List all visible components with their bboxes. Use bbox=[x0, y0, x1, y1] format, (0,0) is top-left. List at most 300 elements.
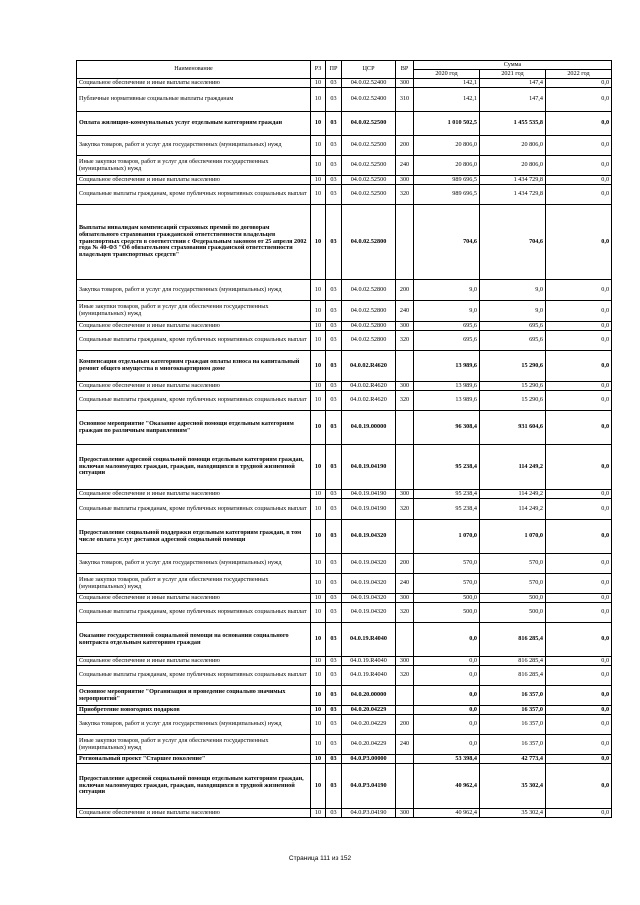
row-vr: 320 bbox=[396, 666, 414, 686]
table-row bbox=[77, 331, 612, 351]
row-csr: 04.0.19.04320 bbox=[342, 594, 396, 603]
row-sum-2021: 20 806,0 bbox=[480, 136, 546, 156]
row-sum-2021: 1 434 729,8 bbox=[480, 185, 546, 205]
row-name: Компенсация отдельным категориям граждан оплаты взноса на капитальный ремонт общего имущества в многоквартирном доме bbox=[77, 351, 311, 382]
row-sum-2022: 0,0 bbox=[546, 136, 612, 156]
row-pr: 03 bbox=[326, 686, 342, 706]
table-row bbox=[77, 301, 612, 322]
row-csr: 04.0.19.04320 bbox=[342, 520, 396, 554]
row-csr: 04.0.02.52500 bbox=[342, 185, 396, 205]
row-rz: 10 bbox=[311, 735, 326, 755]
row-sum-2022: 0,0 bbox=[546, 623, 612, 657]
header-sum: Сумма bbox=[414, 61, 612, 70]
row-vr: 240 bbox=[396, 735, 414, 755]
row-vr: 240 bbox=[396, 574, 414, 594]
row-vr bbox=[396, 755, 414, 764]
row-rz: 10 bbox=[311, 574, 326, 594]
row-sum-2022: 0,0 bbox=[546, 176, 612, 185]
row-pr: 03 bbox=[326, 79, 342, 88]
row-sum-2020: 695,6 bbox=[414, 331, 480, 351]
row-pr: 03 bbox=[326, 176, 342, 185]
row-rz: 10 bbox=[311, 351, 326, 382]
row-rz: 10 bbox=[311, 331, 326, 351]
row-pr: 03 bbox=[326, 322, 342, 331]
row-sum-2022: 0,0 bbox=[546, 603, 612, 623]
row-pr: 03 bbox=[326, 112, 342, 136]
row-sum-2021: 147,4 bbox=[480, 88, 546, 112]
row-sum-2022: 0,0 bbox=[546, 411, 612, 445]
table-row bbox=[77, 176, 612, 185]
row-sum-2022: 0,0 bbox=[546, 79, 612, 88]
table-row bbox=[77, 88, 612, 112]
row-sum-2021: 704,6 bbox=[480, 205, 546, 280]
row-pr: 03 bbox=[326, 490, 342, 499]
row-name: Выплаты инвалидам компенсаций страховых премий по договорам обязательного страхования гражданской ответственности владельцев транспортных средств в соответствии с Федеральным законом от 25 апреля 2002 года № 40-ФЗ "Об обязательном страховании гражданской ответственности владельцев транспортных средств" bbox=[77, 205, 311, 280]
row-sum-2020: 53 398,4 bbox=[414, 755, 480, 764]
row-sum-2021: 15 290,6 bbox=[480, 382, 546, 391]
header-year-2020: 2020 год bbox=[414, 70, 480, 79]
row-rz: 10 bbox=[311, 79, 326, 88]
row-sum-2020: 570,0 bbox=[414, 574, 480, 594]
row-pr: 03 bbox=[326, 666, 342, 686]
row-name: Социальные выплаты гражданам, кроме публичных нормативных социальных выплат bbox=[77, 331, 311, 351]
row-name: Иные закупки товаров, работ и услуг для обеспечения государственных (муниципальных) нужд bbox=[77, 301, 311, 322]
row-rz: 10 bbox=[311, 554, 326, 574]
row-sum-2020: 0,0 bbox=[414, 623, 480, 657]
row-vr bbox=[396, 205, 414, 280]
table-row bbox=[77, 735, 612, 755]
row-csr: 04.0.20.00000 bbox=[342, 686, 396, 706]
row-rz: 10 bbox=[311, 176, 326, 185]
row-rz: 10 bbox=[311, 185, 326, 205]
row-sum-2020: 704,6 bbox=[414, 205, 480, 280]
row-sum-2020: 95 238,4 bbox=[414, 445, 480, 490]
row-pr: 03 bbox=[326, 764, 342, 809]
header-pr: ПР bbox=[326, 61, 342, 79]
row-sum-2021: 16 357,0 bbox=[480, 706, 546, 715]
table-row bbox=[77, 351, 612, 382]
row-csr: 04.0.02.52500 bbox=[342, 176, 396, 185]
row-csr: 04.0.02.R4620 bbox=[342, 351, 396, 382]
row-sum-2020: 20 806,0 bbox=[414, 136, 480, 156]
row-csr: 04.0.02.52800 bbox=[342, 280, 396, 301]
row-sum-2022: 0,0 bbox=[546, 554, 612, 574]
table-row bbox=[77, 755, 612, 764]
row-sum-2022: 0,0 bbox=[546, 686, 612, 706]
row-rz: 10 bbox=[311, 205, 326, 280]
row-name: Предоставление социальной поддержки отдельным категориям граждан, в том числе оплата услуг доставки адресной социальной помощи bbox=[77, 520, 311, 554]
row-name: Предоставление адресной социальной помощи отдельным категориям граждан, включая малоимущих граждан, граждан, находящихся в трудной жизненной ситуации bbox=[77, 445, 311, 490]
row-vr bbox=[396, 351, 414, 382]
table-row bbox=[77, 809, 612, 818]
row-vr: 310 bbox=[396, 88, 414, 112]
row-pr: 03 bbox=[326, 623, 342, 657]
row-csr: 04.0.19.04320 bbox=[342, 554, 396, 574]
table-row bbox=[77, 666, 612, 686]
row-sum-2020: 989 696,5 bbox=[414, 176, 480, 185]
row-name: Оплата жилищно-коммунальных услуг отдельным категориям граждан bbox=[77, 112, 311, 136]
row-pr: 03 bbox=[326, 88, 342, 112]
row-rz: 10 bbox=[311, 706, 326, 715]
row-sum-2021: 816 285,4 bbox=[480, 666, 546, 686]
row-pr: 03 bbox=[326, 280, 342, 301]
row-rz: 10 bbox=[311, 301, 326, 322]
row-sum-2020: 500,0 bbox=[414, 603, 480, 623]
row-sum-2021: 16 357,0 bbox=[480, 686, 546, 706]
row-sum-2021: 816 285,4 bbox=[480, 623, 546, 657]
table-row bbox=[77, 715, 612, 735]
row-name: Социальные выплаты гражданам, кроме публичных нормативных социальных выплат bbox=[77, 666, 311, 686]
row-sum-2020: 40 962,4 bbox=[414, 809, 480, 818]
row-pr: 03 bbox=[326, 594, 342, 603]
row-sum-2020: 1 070,0 bbox=[414, 520, 480, 554]
row-csr: 04.0.02.52800 bbox=[342, 322, 396, 331]
row-pr: 03 bbox=[326, 301, 342, 322]
row-sum-2020: 0,0 bbox=[414, 666, 480, 686]
row-sum-2022: 0,0 bbox=[546, 280, 612, 301]
row-csr: 04.0.20.04229 bbox=[342, 735, 396, 755]
row-pr: 03 bbox=[326, 715, 342, 735]
row-pr: 03 bbox=[326, 499, 342, 520]
table-row bbox=[77, 603, 612, 623]
row-sum-2022: 0,0 bbox=[546, 657, 612, 666]
row-sum-2020: 13 989,6 bbox=[414, 351, 480, 382]
row-vr: 320 bbox=[396, 499, 414, 520]
row-rz: 10 bbox=[311, 499, 326, 520]
table-row bbox=[77, 574, 612, 594]
row-sum-2022: 0,0 bbox=[546, 331, 612, 351]
row-sum-2020: 40 962,4 bbox=[414, 764, 480, 809]
row-csr: 04.0.19.04190 bbox=[342, 490, 396, 499]
row-csr: 04.0.20.04229 bbox=[342, 715, 396, 735]
row-name: Публичные нормативные социальные выплаты гражданам bbox=[77, 88, 311, 112]
row-csr: 04.0.02.52400 bbox=[342, 88, 396, 112]
row-sum-2021: 147,4 bbox=[480, 79, 546, 88]
row-sum-2022: 0,0 bbox=[546, 185, 612, 205]
row-vr: 300 bbox=[396, 176, 414, 185]
row-vr bbox=[396, 411, 414, 445]
row-rz: 10 bbox=[311, 391, 326, 411]
row-rz: 10 bbox=[311, 809, 326, 818]
row-sum-2022: 0,0 bbox=[546, 382, 612, 391]
table-row bbox=[77, 490, 612, 499]
row-sum-2021: 16 357,0 bbox=[480, 735, 546, 755]
row-sum-2021: 35 302,4 bbox=[480, 764, 546, 809]
table-body bbox=[77, 79, 612, 818]
header-csr: ЦСР bbox=[342, 61, 396, 79]
row-vr: 320 bbox=[396, 331, 414, 351]
row-name: Социальные выплаты гражданам, кроме публичных нормативных социальных выплат bbox=[77, 391, 311, 411]
row-rz: 10 bbox=[311, 603, 326, 623]
row-csr: 04.0.02.52500 bbox=[342, 156, 396, 176]
table-row bbox=[77, 706, 612, 715]
row-rz: 10 bbox=[311, 490, 326, 499]
row-rz: 10 bbox=[311, 112, 326, 136]
row-name: Социальное обеспечение и иные выплаты населению bbox=[77, 322, 311, 331]
row-sum-2020: 0,0 bbox=[414, 657, 480, 666]
row-sum-2022: 0,0 bbox=[546, 764, 612, 809]
table-row bbox=[77, 156, 612, 176]
row-sum-2021: 15 290,6 bbox=[480, 391, 546, 411]
row-rz: 10 bbox=[311, 715, 326, 735]
row-name: Предоставление адресной социальной помощи отдельным категориям граждан, включая малоимущих граждан, граждан, находящихся в трудной жизненной ситуации bbox=[77, 764, 311, 809]
row-pr: 03 bbox=[326, 411, 342, 445]
row-name: Оказание государственной социальной помощи на основании социального контракта отдельным категориям граждан bbox=[77, 623, 311, 657]
row-pr: 03 bbox=[326, 391, 342, 411]
row-csr: 04.0.P3.00000 bbox=[342, 755, 396, 764]
table-row bbox=[77, 322, 612, 331]
row-vr: 320 bbox=[396, 603, 414, 623]
row-vr: 200 bbox=[396, 136, 414, 156]
row-pr: 03 bbox=[326, 574, 342, 594]
row-sum-2022: 0,0 bbox=[546, 809, 612, 818]
row-name: Социальные выплаты гражданам, кроме публичных нормативных социальных выплат bbox=[77, 603, 311, 623]
row-rz: 10 bbox=[311, 520, 326, 554]
budget-table bbox=[76, 60, 612, 818]
header-year-2021: 2021 год bbox=[480, 70, 546, 79]
row-vr bbox=[396, 706, 414, 715]
row-sum-2020: 1 010 502,5 bbox=[414, 112, 480, 136]
table-row bbox=[77, 520, 612, 554]
row-name: Социальные выплаты гражданам, кроме публичных нормативных социальных выплат bbox=[77, 499, 311, 520]
row-sum-2021: 1 455 535,8 bbox=[480, 112, 546, 136]
row-sum-2021: 570,0 bbox=[480, 574, 546, 594]
header-vr: ВР bbox=[396, 61, 414, 79]
row-sum-2021: 114 249,2 bbox=[480, 490, 546, 499]
row-csr: 04.0.02.R4620 bbox=[342, 391, 396, 411]
row-sum-2022: 0,0 bbox=[546, 594, 612, 603]
row-pr: 03 bbox=[326, 735, 342, 755]
row-sum-2022: 0,0 bbox=[546, 88, 612, 112]
row-vr: 300 bbox=[396, 79, 414, 88]
row-name: Приобретение новогодних подарков bbox=[77, 706, 311, 715]
row-sum-2021: 15 290,6 bbox=[480, 351, 546, 382]
row-csr: 04.0.P3.04190 bbox=[342, 764, 396, 809]
row-name: Социальное обеспечение и иные выплаты населению bbox=[77, 382, 311, 391]
table-header bbox=[77, 61, 612, 79]
row-pr: 03 bbox=[326, 331, 342, 351]
row-sum-2021: 1 434 729,8 bbox=[480, 176, 546, 185]
row-rz: 10 bbox=[311, 382, 326, 391]
row-vr: 200 bbox=[396, 280, 414, 301]
row-sum-2022: 0,0 bbox=[546, 322, 612, 331]
row-vr: 240 bbox=[396, 156, 414, 176]
row-vr bbox=[396, 623, 414, 657]
row-pr: 03 bbox=[326, 445, 342, 490]
row-sum-2022: 0,0 bbox=[546, 156, 612, 176]
row-sum-2022: 0,0 bbox=[546, 490, 612, 499]
row-sum-2020: 0,0 bbox=[414, 686, 480, 706]
row-sum-2021: 500,0 bbox=[480, 594, 546, 603]
row-csr: 04.0.02.52800 bbox=[342, 301, 396, 322]
row-vr: 200 bbox=[396, 554, 414, 574]
row-name: Закупка товаров, работ и услуг для государственных (муниципальных) нужд bbox=[77, 280, 311, 301]
row-sum-2020: 0,0 bbox=[414, 715, 480, 735]
row-vr bbox=[396, 112, 414, 136]
row-sum-2022: 0,0 bbox=[546, 574, 612, 594]
row-vr: 320 bbox=[396, 185, 414, 205]
table-row bbox=[77, 657, 612, 666]
table-row bbox=[77, 411, 612, 445]
row-sum-2021: 9,0 bbox=[480, 280, 546, 301]
row-name: Закупка товаров, работ и услуг для государственных (муниципальных) нужд bbox=[77, 554, 311, 574]
row-csr: 04.0.19.04190 bbox=[342, 445, 396, 490]
row-sum-2021: 20 806,0 bbox=[480, 156, 546, 176]
row-rz: 10 bbox=[311, 594, 326, 603]
row-vr: 300 bbox=[396, 382, 414, 391]
row-vr: 300 bbox=[396, 657, 414, 666]
row-sum-2021: 695,6 bbox=[480, 322, 546, 331]
row-sum-2022: 0,0 bbox=[546, 351, 612, 382]
row-csr: 04.0.19.04320 bbox=[342, 603, 396, 623]
row-sum-2022: 0,0 bbox=[546, 499, 612, 520]
row-sum-2022: 0,0 bbox=[546, 735, 612, 755]
table-row bbox=[77, 594, 612, 603]
row-csr: 04.0.02.52800 bbox=[342, 331, 396, 351]
row-rz: 10 bbox=[311, 280, 326, 301]
row-vr: 300 bbox=[396, 809, 414, 818]
row-name: Социальное обеспечение и иные выплаты населению bbox=[77, 657, 311, 666]
row-name: Основное мероприятие "Организация и проведение социально значимых мероприятий" bbox=[77, 686, 311, 706]
row-rz: 10 bbox=[311, 755, 326, 764]
table-row bbox=[77, 112, 612, 136]
row-vr bbox=[396, 686, 414, 706]
table-row bbox=[77, 205, 612, 280]
row-vr: 320 bbox=[396, 391, 414, 411]
table-row bbox=[77, 623, 612, 657]
row-name: Социальное обеспечение и иные выплаты населению bbox=[77, 490, 311, 499]
row-sum-2022: 0,0 bbox=[546, 715, 612, 735]
row-rz: 10 bbox=[311, 686, 326, 706]
row-sum-2021: 1 070,0 bbox=[480, 520, 546, 554]
row-pr: 03 bbox=[326, 554, 342, 574]
row-rz: 10 bbox=[311, 445, 326, 490]
row-sum-2021: 500,0 bbox=[480, 603, 546, 623]
row-rz: 10 bbox=[311, 657, 326, 666]
row-csr: 04.0.02.R4620 bbox=[342, 382, 396, 391]
row-rz: 10 bbox=[311, 623, 326, 657]
row-sum-2022: 0,0 bbox=[546, 666, 612, 686]
row-rz: 10 bbox=[311, 322, 326, 331]
row-sum-2020: 142,1 bbox=[414, 79, 480, 88]
row-rz: 10 bbox=[311, 764, 326, 809]
row-sum-2022: 0,0 bbox=[546, 205, 612, 280]
row-name: Иные закупки товаров, работ и услуг для обеспечения государственных (муниципальных) нужд bbox=[77, 156, 311, 176]
row-name: Закупка товаров, работ и услуг для государственных (муниципальных) нужд bbox=[77, 136, 311, 156]
row-pr: 03 bbox=[326, 706, 342, 715]
row-vr: 300 bbox=[396, 490, 414, 499]
row-sum-2020: 0,0 bbox=[414, 735, 480, 755]
row-pr: 03 bbox=[326, 657, 342, 666]
row-sum-2020: 9,0 bbox=[414, 280, 480, 301]
row-name: Иные закупки товаров, работ и услуг для обеспечения государственных (муниципальных) нужд bbox=[77, 574, 311, 594]
header-rz: РЗ bbox=[311, 61, 326, 79]
row-rz: 10 bbox=[311, 136, 326, 156]
row-csr: 04.0.02.52500 bbox=[342, 136, 396, 156]
row-sum-2020: 13 989,6 bbox=[414, 382, 480, 391]
row-vr bbox=[396, 445, 414, 490]
row-csr: 04.0.19.00000 bbox=[342, 411, 396, 445]
row-name: Социальное обеспечение и иные выплаты населению bbox=[77, 594, 311, 603]
row-sum-2022: 0,0 bbox=[546, 445, 612, 490]
row-name: Социальные выплаты гражданам, кроме публичных нормативных социальных выплат bbox=[77, 185, 311, 205]
row-sum-2022: 0,0 bbox=[546, 520, 612, 554]
row-vr: 300 bbox=[396, 594, 414, 603]
row-name: Социальное обеспечение и иные выплаты населению bbox=[77, 176, 311, 185]
row-csr: 04.0.02.52400 bbox=[342, 79, 396, 88]
row-name: Основное мероприятие "Оказание адресной помощи отдельным категориям граждан по различным направлениям" bbox=[77, 411, 311, 445]
row-sum-2022: 0,0 bbox=[546, 391, 612, 411]
row-sum-2021: 42 773,4 bbox=[480, 755, 546, 764]
row-csr: 04.0.P3.04190 bbox=[342, 809, 396, 818]
row-sum-2020: 142,1 bbox=[414, 88, 480, 112]
row-sum-2020: 95 238,4 bbox=[414, 490, 480, 499]
row-sum-2021: 695,6 bbox=[480, 331, 546, 351]
row-csr: 04.0.19.04190 bbox=[342, 499, 396, 520]
page-number: Страница 111 из 152 bbox=[288, 855, 352, 862]
table-row bbox=[77, 445, 612, 490]
row-name: Социальное обеспечение и иные выплаты населению bbox=[77, 79, 311, 88]
row-csr: 04.0.19.R4040 bbox=[342, 666, 396, 686]
row-sum-2022: 0,0 bbox=[546, 706, 612, 715]
row-sum-2021: 9,0 bbox=[480, 301, 546, 322]
row-name: Закупка товаров, работ и услуг для государственных (муниципальных) нужд bbox=[77, 715, 311, 735]
row-sum-2022: 0,0 bbox=[546, 112, 612, 136]
row-csr: 04.0.19.R4040 bbox=[342, 623, 396, 657]
row-sum-2021: 570,0 bbox=[480, 554, 546, 574]
table-row bbox=[77, 136, 612, 156]
table-row bbox=[77, 79, 612, 88]
row-name: Социальное обеспечение и иные выплаты населению bbox=[77, 809, 311, 818]
table-row bbox=[77, 280, 612, 301]
table-row bbox=[77, 185, 612, 205]
row-sum-2020: 96 308,4 bbox=[414, 411, 480, 445]
row-sum-2020: 20 806,0 bbox=[414, 156, 480, 176]
header-name: Наименование bbox=[77, 61, 311, 79]
row-csr: 04.0.19.R4040 bbox=[342, 657, 396, 666]
row-pr: 03 bbox=[326, 156, 342, 176]
row-rz: 10 bbox=[311, 411, 326, 445]
table-row bbox=[77, 554, 612, 574]
row-vr: 240 bbox=[396, 301, 414, 322]
row-vr: 200 bbox=[396, 715, 414, 735]
row-sum-2020: 500,0 bbox=[414, 594, 480, 603]
row-pr: 03 bbox=[326, 809, 342, 818]
row-vr: 300 bbox=[396, 322, 414, 331]
row-sum-2021: 35 302,4 bbox=[480, 809, 546, 818]
row-vr bbox=[396, 764, 414, 809]
row-pr: 03 bbox=[326, 205, 342, 280]
row-sum-2020: 13 989,6 bbox=[414, 391, 480, 411]
row-name: Региональный проект "Старшее поколение" bbox=[77, 755, 311, 764]
row-rz: 10 bbox=[311, 666, 326, 686]
row-sum-2021: 114 249,2 bbox=[480, 499, 546, 520]
row-rz: 10 bbox=[311, 88, 326, 112]
row-csr: 04.0.20.04229 bbox=[342, 706, 396, 715]
row-csr: 04.0.02.52500 bbox=[342, 112, 396, 136]
table-row bbox=[77, 764, 612, 809]
row-pr: 03 bbox=[326, 520, 342, 554]
row-sum-2021: 931 604,6 bbox=[480, 411, 546, 445]
table-row bbox=[77, 382, 612, 391]
row-sum-2021: 114 249,2 bbox=[480, 445, 546, 490]
row-csr: 04.0.02.52800 bbox=[342, 205, 396, 280]
row-pr: 03 bbox=[326, 603, 342, 623]
header-year-2022: 2022 год bbox=[546, 70, 612, 79]
row-rz: 10 bbox=[311, 156, 326, 176]
table-row bbox=[77, 391, 612, 411]
row-sum-2020: 989 696,5 bbox=[414, 185, 480, 205]
